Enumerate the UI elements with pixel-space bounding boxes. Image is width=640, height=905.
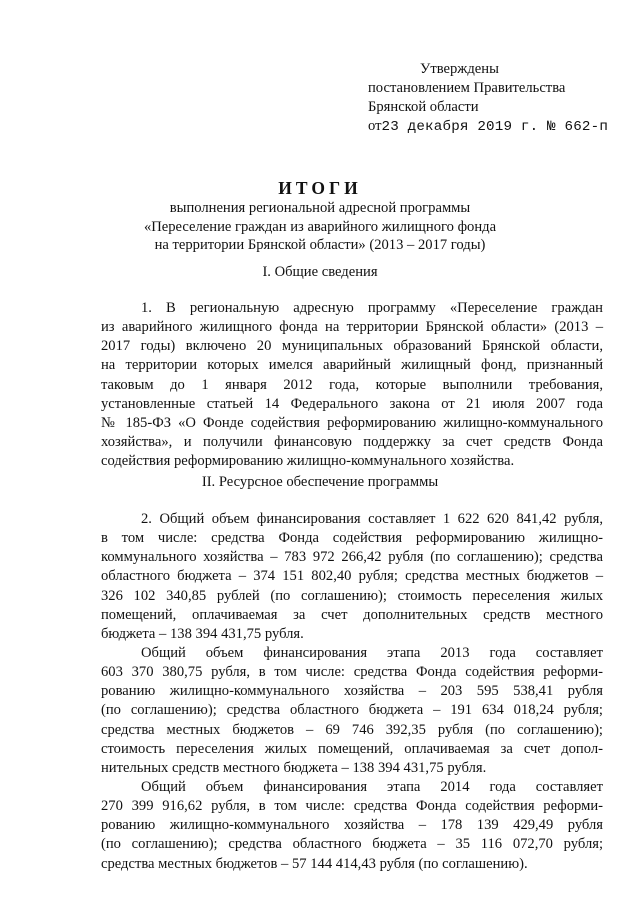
- text-line: 2017 годы) включено 20 муниципальных образований Брянской области,: [101, 338, 603, 355]
- approval-block: [368, 60, 638, 137]
- document-title: [0, 178, 640, 255]
- approval-line-resolution: постановлением Правительства: [368, 80, 566, 96]
- section-2-heading: II. Ресурсное обеспечение программы: [201, 474, 439, 490]
- approval-line-region: Брянской области: [368, 99, 479, 115]
- text-line: стоимость переселения жилых помещений, оплачиваемая за счет допол-: [101, 740, 603, 757]
- text-line: 1. В региональную адресную программу «Переселение граждан: [141, 300, 603, 316]
- section-2-paragraph-1: [101, 510, 603, 644]
- text-line: коммунального хозяйства – 783 972 266,42 рубля (по соглашению); средства: [101, 549, 603, 566]
- title-line-3: на территории Брянской области» (2013 – 2017 годы): [154, 237, 486, 253]
- text-line: № 185-ФЗ «О Фонде содействия реформированию жилищно-коммунального: [101, 414, 603, 431]
- text-line: рованию жилищно-коммунального хозяйства – 178 139 429,49 рубля: [101, 817, 603, 834]
- text-line: средства местных бюджетов – 69 746 392,35 рубля (по соглашению);: [101, 721, 603, 738]
- text-line: средства местных бюджетов – 57 144 414,43 рубля (по соглашению).: [101, 855, 528, 872]
- text-line: установленные статьей 14 Федерального закона от 21 июля 2007 года: [101, 395, 603, 412]
- text-line: 2. Общий объем финансирования составляет 1 622 620 841,42 рубля,: [141, 511, 603, 527]
- text-line: 326 102 340,85 рублей (по соглашению); стоимость переселения жилых: [101, 587, 603, 604]
- approval-line-approved: Утверждены: [420, 61, 499, 77]
- approval-date-number: 23 декабря 2019 г. № 662-п: [381, 119, 609, 135]
- section-2-paragraph-3: [101, 778, 603, 874]
- text-line: помещений, оплачиваемая за счет дополнительных средств местного: [101, 606, 603, 623]
- text-line: рованию жилищно-коммунального хозяйства – 203 595 538,41 рубля: [101, 683, 603, 700]
- text-line: областного бюджета – 374 151 802,40 рубля; средства местных бюджетов –: [101, 568, 603, 585]
- text-line: Общий объем финансирования этапа 2014 года составляет: [141, 779, 603, 795]
- text-line: 270 399 916,62 рубля, в том числе: средства Фонда содействия реформи-: [101, 798, 603, 815]
- text-line: содействия реформированию жилищно-коммунального хозяйства.: [101, 453, 515, 470]
- title-word: ИТОГИ: [278, 178, 362, 198]
- text-line: на территории которых имелся аварийный жилищный фонд, признанный: [101, 357, 603, 374]
- text-line: в том числе: средства Фонда содействия реформированию жилищно-: [101, 530, 603, 547]
- title-line-2: «Переселение граждан из аварийного жилищного фонда: [143, 218, 497, 235]
- section-2-paragraph-2: [101, 644, 603, 778]
- section-1-paragraph: [101, 299, 603, 471]
- approval-date-prefix: от: [368, 118, 382, 134]
- text-line: Общий объем финансирования этапа 2013 года составляет: [141, 645, 603, 661]
- text-line: хозяйства», и получили финансовую поддержку за счет средств Фонда: [101, 434, 603, 451]
- text-line: из аварийного жилищного фонда на территории Брянской области» (2013 –: [101, 319, 603, 336]
- text-line: таковым до 1 января 2012 года, которые выполнили требования,: [101, 376, 603, 393]
- approval-line-date: [368, 117, 638, 137]
- title-line-1: выполнения региональной адресной программы: [169, 200, 471, 216]
- text-line: (по соглашению); средства областного бюджета – 191 634 018,24 рубля;: [101, 702, 603, 719]
- text-line: бюджета – 138 394 431,75 рубля.: [101, 625, 304, 642]
- text-line: нительных средств местного бюджета – 138 394 431,75 рубля.: [101, 759, 487, 776]
- text-line: (по соглашению); средства областного бюджета – 35 116 072,70 рубля;: [101, 836, 603, 853]
- section-1-heading: I. Общие сведения: [262, 264, 378, 280]
- text-line: 603 370 380,75 рубля, в том числе: средства Фонда содействия реформи-: [101, 664, 603, 681]
